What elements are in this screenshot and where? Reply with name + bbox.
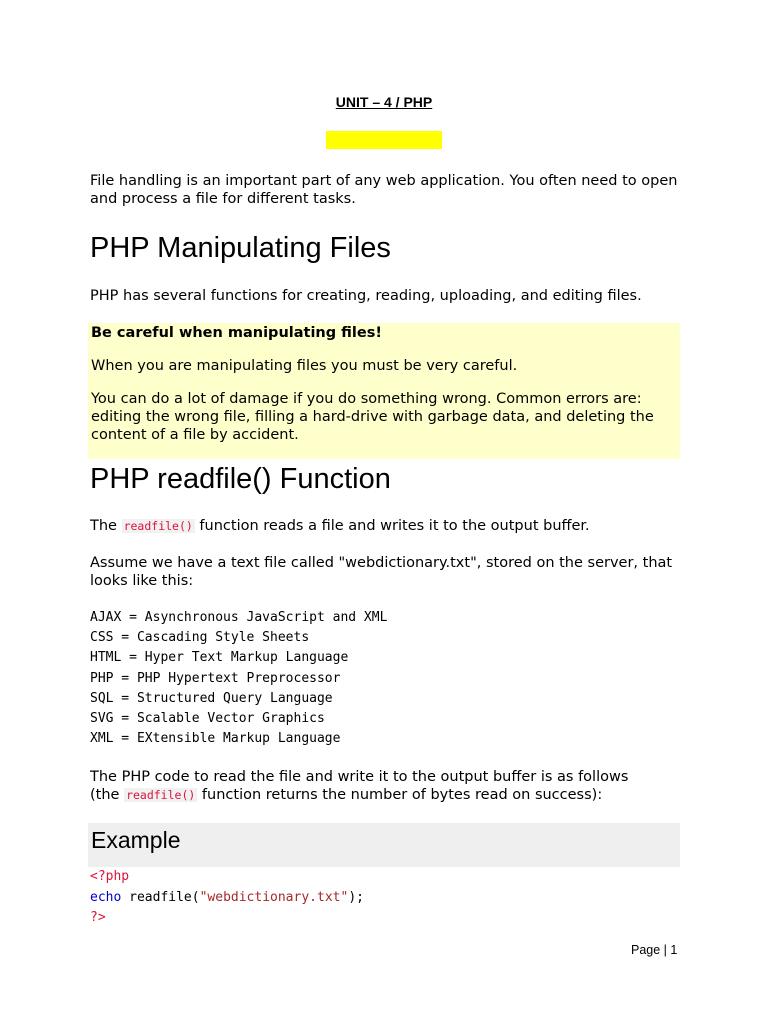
example-header-box: [88, 823, 680, 867]
inline-code-readfile: readfile(): [123, 519, 193, 533]
readfile-description: [90, 517, 680, 535]
note-title: Be careful when manipulating files!: [91, 325, 382, 341]
echo-line: [90, 888, 364, 909]
file-line: SVG = Scalable Vector Graphics: [90, 711, 325, 727]
note-line-2: You can do a lot of damage if you do something wrong. Common errors are: editing the wrong file, filling a hard-drive with garbage data, and deleting the content of a file by accident.: [91, 391, 654, 443]
call-end: );: [348, 889, 364, 905]
warning-note-box: [88, 323, 680, 459]
php-code-paragraph: [90, 768, 680, 804]
readfile-desc-after: function reads a file and writes it to the output buffer.: [194, 518, 590, 534]
note-line-1: When you are manipulating files you must be very careful.: [91, 358, 518, 374]
example-title: Example: [91, 827, 181, 853]
file-line: CSS = Cascading Style Sheets: [90, 630, 310, 646]
php-open-tag: <?php: [90, 869, 130, 884]
unit-title: UNIT – 4 / PHP: [335, 94, 433, 110]
file-line: AJAX = Asynchronous JavaScript and XML: [90, 610, 388, 625]
functions-paragraph: PHP has several functions for creating, reading, uploading, and editing files.: [90, 288, 642, 304]
php-code-paragraph-line-1: The PHP code to read the file and write it to the output buffer is as follows: [90, 769, 629, 785]
intro-paragraph: File handling is an important part of any web application. You often need to open and process a file for different tasks.: [90, 173, 678, 207]
example-code-block: [90, 867, 364, 929]
page-number: Page | 1: [631, 943, 678, 957]
file-line: SQL = Structured Query Language: [90, 690, 333, 706]
echo-keyword: echo: [90, 889, 122, 905]
p3-after: function returns the number of bytes read on success):: [197, 787, 603, 803]
readfile-call: readfile(: [121, 889, 200, 905]
file-line: HTML = Hyper Text Markup Language: [90, 650, 349, 666]
php-code-paragraph-line-2: [90, 786, 680, 804]
p3-before: (the: [90, 787, 125, 803]
inline-code-readfile-2: readfile(): [126, 788, 196, 802]
readfile-desc-before: The: [90, 518, 122, 534]
filename-string: "webdictionary.txt": [199, 889, 349, 905]
file-line: XML = EXtensible Markup Language: [90, 731, 341, 747]
yellow-highlight-bar: [326, 131, 442, 149]
assume-paragraph: Assume we have a text file called "webdictionary.txt", stored on the server, that looks like this:: [90, 555, 673, 589]
heading-manipulating-files: PHP Manipulating Files: [90, 232, 391, 264]
file-contents-listing: [90, 608, 387, 749]
file-line: PHP = PHP Hypertext Preprocessor: [90, 670, 341, 686]
php-close-tag: ?>: [90, 910, 106, 925]
heading-readfile-function: PHP readfile() Function: [90, 463, 391, 495]
